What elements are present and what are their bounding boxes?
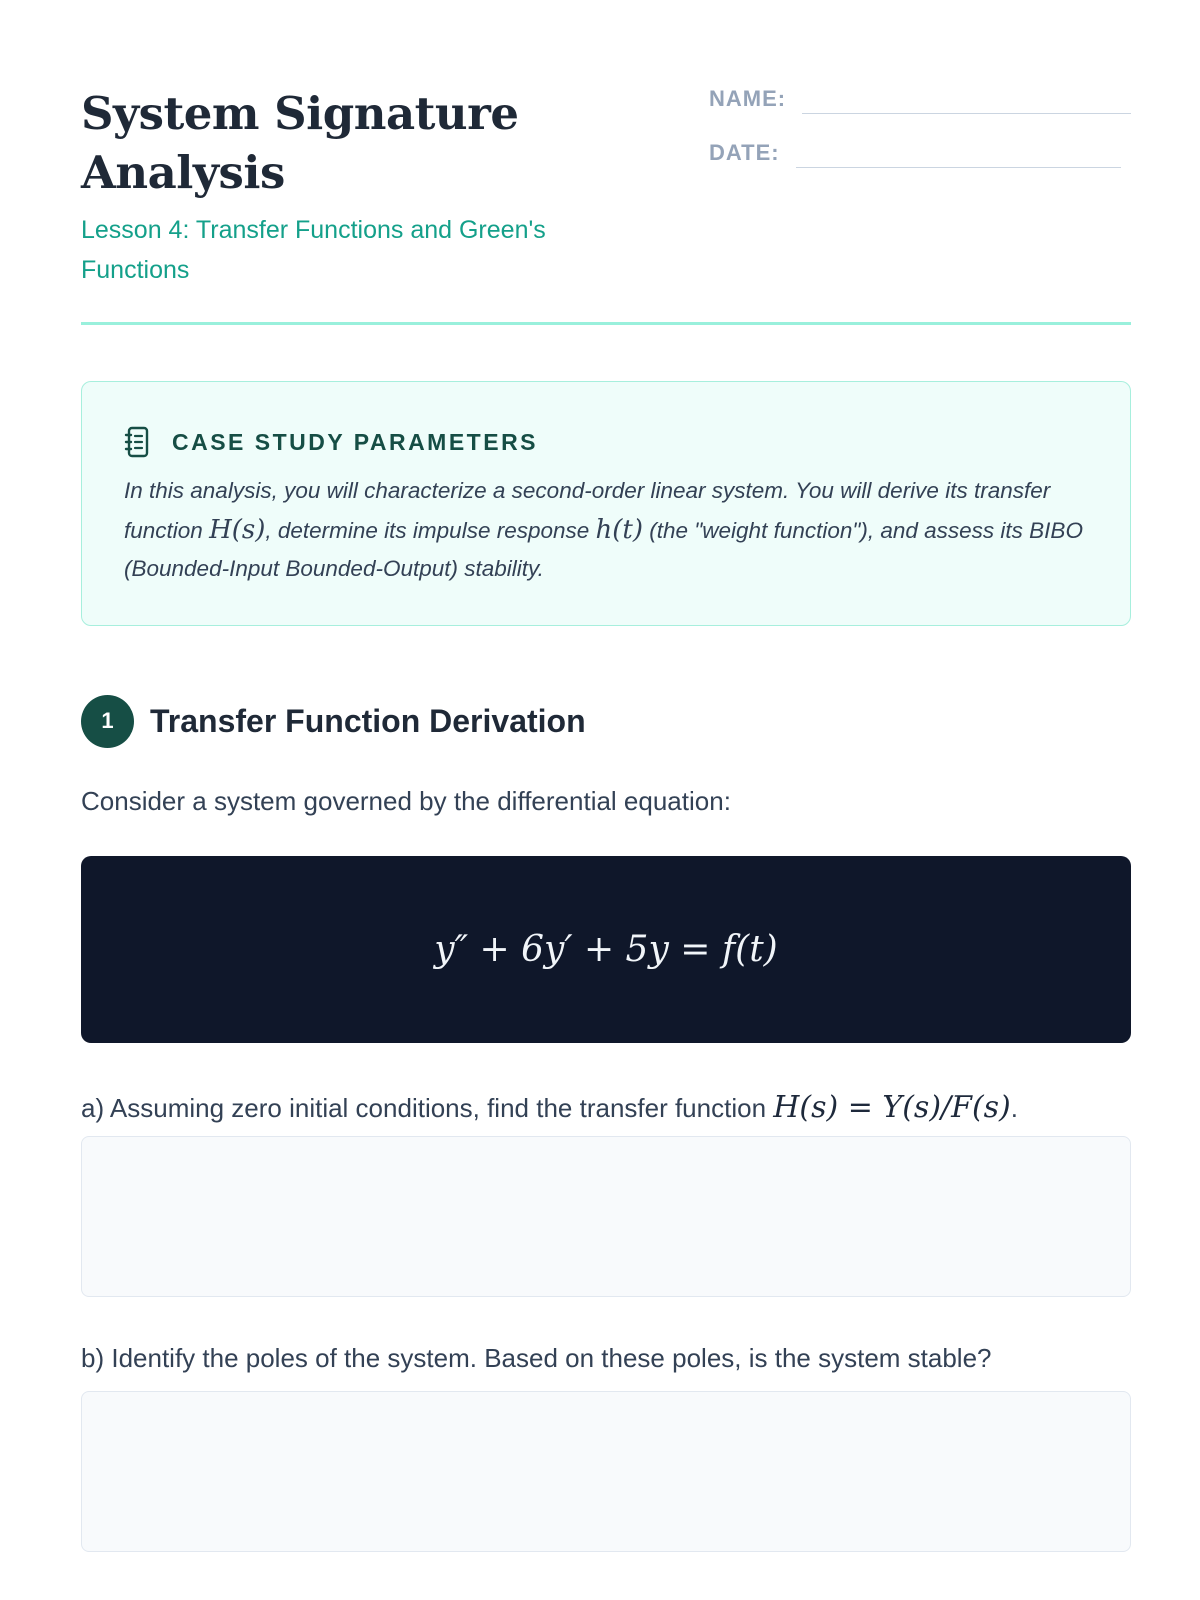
question-b: b) Identify the poles of the system. Based on these poles, is the system stable? <box>81 1343 992 1373</box>
case-text-part-3: (the "weight function"), and assess its BIBO (Bounded-Input Bounded-Output) stability. <box>124 517 1083 581</box>
date-row <box>709 138 1131 168</box>
question-a <box>81 1090 1018 1125</box>
case-study-header <box>124 422 1088 462</box>
case-study-text <box>124 472 1088 589</box>
name-field[interactable] <box>802 92 1131 114</box>
lesson-subtitle: Lesson 4: Transfer Functions and Green's Functions <box>81 216 546 284</box>
case-study-title: CASE STUDY PARAMETERS <box>172 428 539 455</box>
date-field[interactable] <box>796 146 1121 168</box>
student-info <box>709 84 1131 192</box>
section-heading <box>81 694 1131 748</box>
transfer-function-symbol: H(s) <box>209 514 266 545</box>
section-title: Transfer Function Derivation <box>150 702 586 739</box>
header-divider <box>81 322 1131 325</box>
question-a-text: a) Assuming zero initial conditions, find the transfer function <box>81 1093 774 1123</box>
name-label: NAME: <box>709 86 787 111</box>
answer-box-b[interactable] <box>81 1391 1131 1552</box>
case-study-callout <box>81 381 1131 626</box>
equation-box <box>81 856 1131 1043</box>
worksheet-header <box>81 84 1131 329</box>
impulse-response-symbol: h(t) <box>595 514 644 545</box>
notebook-icon <box>124 426 152 458</box>
date-label: DATE: <box>709 140 780 165</box>
case-text-part-1: In this analysis, you will characterize a second-order linear system. You will derive its transfer function <box>124 478 1051 543</box>
section-intro: Consider a system governed by the differential equation: <box>81 786 731 816</box>
question-a-math: H(s) = Y(s)/F(s) <box>773 1090 1011 1125</box>
case-text-part-2: , determine its impulse response <box>265 517 596 543</box>
answer-box-a[interactable] <box>81 1136 1131 1297</box>
page-title: System Signature Analysis <box>81 87 519 199</box>
differential-equation: y″ + 6y′ + 5y = f(t) <box>434 929 778 970</box>
question-a-suffix: . <box>1010 1093 1018 1123</box>
section-number-badge: 1 <box>81 695 134 748</box>
name-row <box>709 84 1131 114</box>
